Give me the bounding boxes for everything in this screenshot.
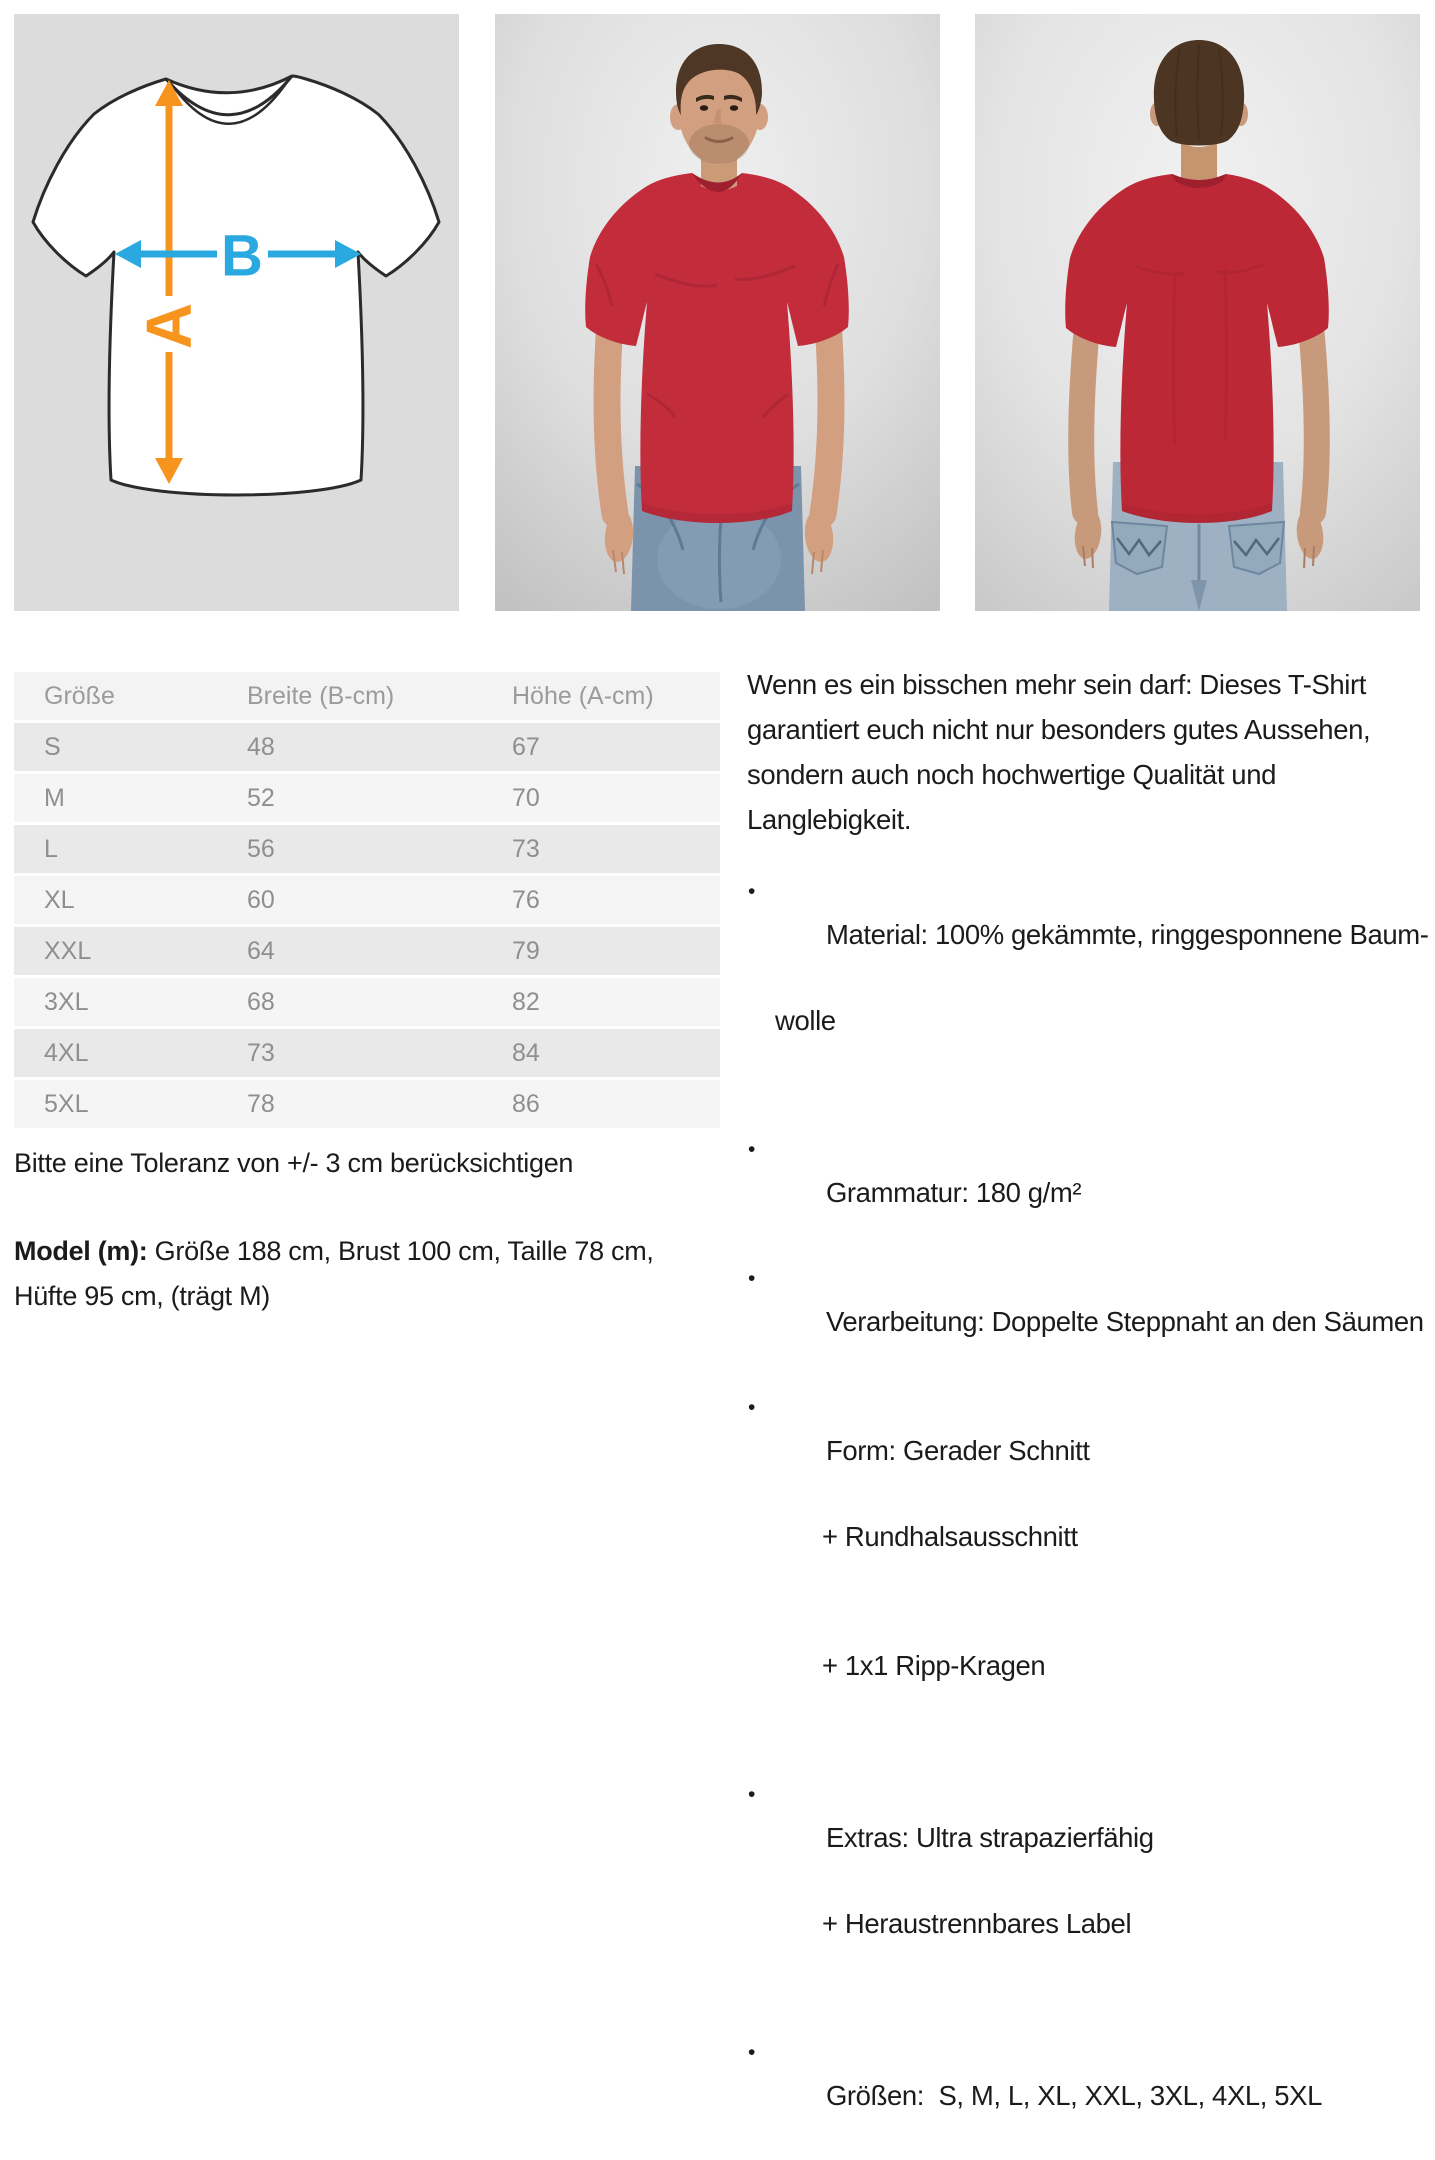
cell-size: 3XL bbox=[14, 978, 233, 1026]
feature-item-grammatur bbox=[747, 1128, 1429, 1257]
cell-size: XXL bbox=[14, 927, 233, 975]
eye-left bbox=[700, 105, 708, 111]
description-line: sondern auch noch hochwertige Qualität und bbox=[747, 759, 1276, 790]
feature-subline: + Heraustrennbares Label bbox=[822, 1908, 1132, 1939]
cell-hoehe: 67 bbox=[498, 723, 720, 771]
feature-continuation: wolle bbox=[775, 1005, 836, 1036]
cell-breite: 48 bbox=[233, 723, 498, 771]
cell-hoehe: 84 bbox=[498, 1029, 720, 1077]
cell-breite: 56 bbox=[233, 825, 498, 873]
size-table-header-row bbox=[14, 672, 720, 720]
description-line: garantiert euch nicht nur besonders gutes Aussehen, bbox=[747, 714, 1371, 745]
size-measurement-diagram bbox=[14, 14, 459, 611]
table-row bbox=[14, 876, 720, 924]
column-header-hoehe: Höhe (A-cm) bbox=[498, 672, 720, 720]
bullet-icon: • bbox=[748, 2041, 755, 2064]
tolerance-note: Bitte eine Toleranz von +/- 3 cm berücksichtigen bbox=[14, 1148, 574, 1178]
feature-text: Extras: Ultra strapazierfähig bbox=[825, 1822, 1154, 1853]
cell-breite: 68 bbox=[233, 978, 498, 1026]
feature-text: Material: 100% gekämmte, ringgesponnene Baum- bbox=[825, 919, 1429, 950]
model-back-svg bbox=[975, 14, 1420, 611]
feature-item-groessen bbox=[747, 2031, 1429, 2160]
size-table bbox=[14, 669, 720, 1131]
feature-list bbox=[747, 870, 1429, 2160]
model-measurements-note bbox=[14, 1229, 734, 1319]
model-photo-front bbox=[495, 14, 940, 611]
feature-text: Größen: S, M, L, XL, XXL, 3XL, 4XL, 5XL bbox=[825, 2080, 1323, 2111]
table-row bbox=[14, 1029, 720, 1077]
table-row bbox=[14, 825, 720, 873]
cell-size: L bbox=[14, 825, 233, 873]
model-photo-back bbox=[975, 14, 1420, 611]
feature-item-verarbeitung bbox=[747, 1257, 1429, 1386]
table-row bbox=[14, 1080, 720, 1128]
cell-breite: 60 bbox=[233, 876, 498, 924]
back-pocket-right bbox=[1229, 522, 1284, 574]
model-note-line2: Hüfte 95 cm, (trägt M) bbox=[14, 1281, 270, 1311]
bullet-icon: • bbox=[748, 1783, 755, 1806]
back-pocket-left bbox=[1112, 522, 1167, 574]
product-description-section bbox=[747, 662, 1429, 2160]
column-header-breite: Breite (B-cm) bbox=[233, 672, 498, 720]
feature-text: Verarbeitung: Doppelte Steppnaht an den Säumen bbox=[825, 1306, 1424, 1337]
size-table-section bbox=[14, 669, 720, 1131]
description-line: Wenn es ein bisschen mehr sein darf: Dieses T-Shirt bbox=[747, 669, 1367, 700]
cell-breite: 52 bbox=[233, 774, 498, 822]
eye-right bbox=[730, 105, 738, 111]
feature-text: Grammatur: 180 g/m² bbox=[825, 1177, 1082, 1208]
measure-label-a: A bbox=[133, 302, 205, 350]
cell-hoehe: 82 bbox=[498, 978, 720, 1026]
model-note-label: Model (m): bbox=[14, 1236, 148, 1266]
cell-breite: 78 bbox=[233, 1080, 498, 1128]
feature-subline: + 1x1 Ripp-Kragen bbox=[822, 1650, 1046, 1681]
bullet-icon: • bbox=[748, 880, 755, 903]
cell-size: S bbox=[14, 723, 233, 771]
tshirt-measurement-diagram-svg bbox=[14, 14, 459, 611]
cell-breite: 73 bbox=[233, 1029, 498, 1077]
feature-item-form bbox=[747, 1386, 1429, 1773]
beard-stubble bbox=[689, 124, 749, 164]
cell-hoehe: 79 bbox=[498, 927, 720, 975]
table-row bbox=[14, 774, 720, 822]
cell-size: M bbox=[14, 774, 233, 822]
table-row bbox=[14, 723, 720, 771]
measure-label-b: B bbox=[221, 223, 263, 289]
product-description bbox=[747, 662, 1429, 842]
bullet-icon: • bbox=[748, 1267, 755, 1290]
model-note-line1: Größe 188 cm, Brust 100 cm, Taille 78 cm, bbox=[147, 1236, 654, 1266]
cell-size: 4XL bbox=[14, 1029, 233, 1077]
feature-item-material bbox=[747, 870, 1429, 1128]
cell-size: 5XL bbox=[14, 1080, 233, 1128]
bullet-icon: • bbox=[748, 1396, 755, 1419]
bullet-icon: • bbox=[748, 1138, 755, 1161]
description-line: Langlebigkeit. bbox=[747, 804, 912, 835]
cell-breite: 64 bbox=[233, 927, 498, 975]
cell-hoehe: 73 bbox=[498, 825, 720, 873]
cell-hoehe: 70 bbox=[498, 774, 720, 822]
table-row bbox=[14, 978, 720, 1026]
feature-subline: + Rundhalsausschnitt bbox=[822, 1521, 1078, 1552]
cell-hoehe: 76 bbox=[498, 876, 720, 924]
model-front-svg bbox=[495, 14, 940, 611]
jeans-fly-seam bbox=[720, 519, 722, 602]
feature-item-extras bbox=[747, 1773, 1429, 2031]
column-header-groesse: Größe bbox=[14, 672, 233, 720]
feature-text: Form: Gerader Schnitt bbox=[825, 1435, 1090, 1466]
cell-hoehe: 86 bbox=[498, 1080, 720, 1128]
cell-size: XL bbox=[14, 876, 233, 924]
table-row bbox=[14, 927, 720, 975]
